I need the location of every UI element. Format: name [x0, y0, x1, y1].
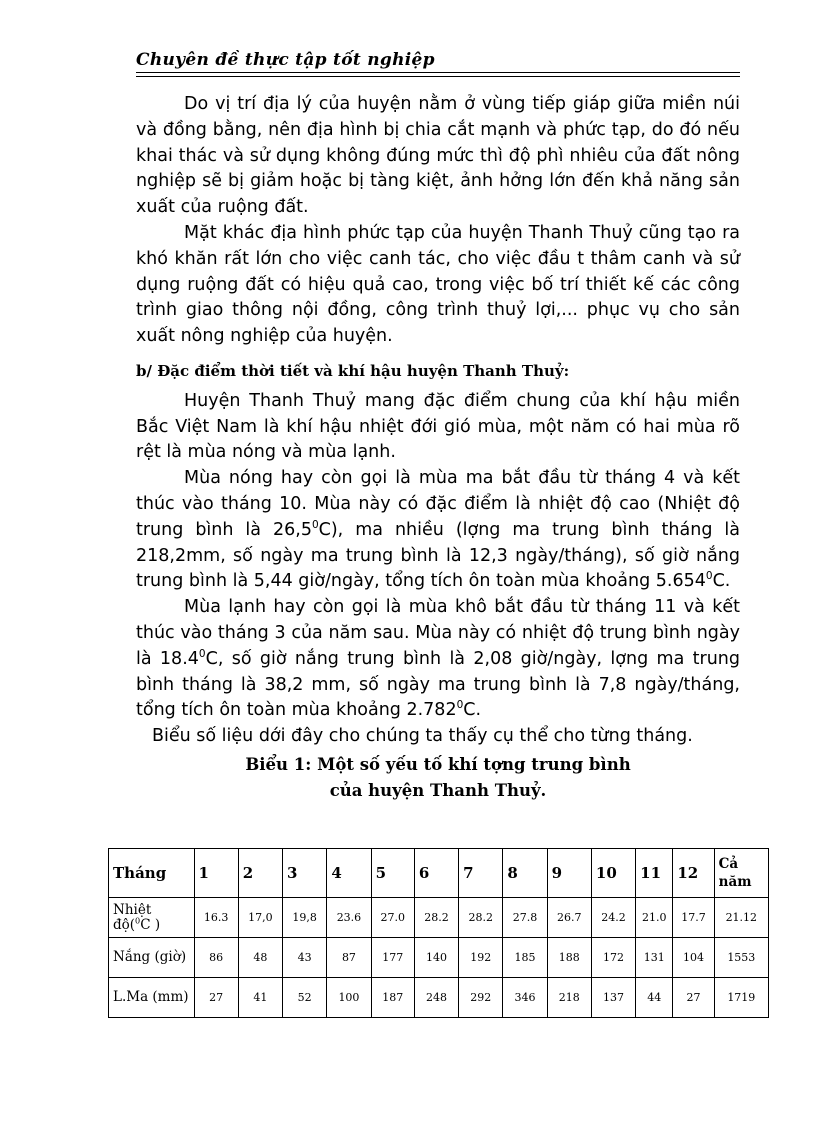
table-cell: 21.0 — [636, 898, 673, 938]
table-cell: 187 — [371, 978, 414, 1018]
paragraph-hot-season: Mùa nóng hay còn gọi là mùa ma bắt đầu từ tháng 4 và kết thúc vào tháng 10. Mùa này có đặc điểm là nhiệt độ cao (Nhiệt độ trung bình là 26,5$^0$C), ma nhiều (lợng ma trung bình tháng là 218,2mm, số ngày ma trung bình là 12,3 ngày/tháng), số giờ nắng trung bình là 5,44 giờ/ngày, tổng tích ôn toàn mùa khoảng 5.654$^0$C. — [136, 468, 740, 592]
table-cell: 177 — [371, 938, 414, 978]
paragraph-climate-intro: Huyện Thanh Thuỷ mang đặc điểm chung của khí hậu miền Bắc Việt Nam là khí hậu nhiệt đới gió mùa, một năm có hai mùa rõ rệt là mùa nóng và mùa lạnh. — [136, 390, 740, 463]
table-cell: 172 — [591, 938, 635, 978]
table-header-row — [109, 849, 769, 898]
table-cell: 104 — [673, 938, 714, 978]
table-cell: 28.2 — [459, 898, 503, 938]
header-month: 7 — [459, 849, 503, 898]
row-label-rainfall: L.Ma (mm) — [109, 978, 195, 1018]
header-month-label: Tháng — [109, 849, 195, 898]
table-cell: 24.2 — [591, 898, 635, 938]
header-month: 2 — [238, 849, 282, 898]
table-cell: 27.0 — [371, 898, 414, 938]
paragraph-table-intro: Biểu số liệu dới đây cho chúng ta thấy cụ thể cho từng tháng. — [152, 726, 693, 747]
section-heading: b/ Đặc điểm thời tiết và khí hậu huyện Thanh Thuỷ: — [136, 361, 570, 380]
page-header: Chuyên đề thực tập tốt nghiệp — [136, 50, 435, 70]
table-cell: 26.7 — [547, 898, 591, 938]
document-body — [136, 92, 740, 804]
table-cell: 27 — [673, 978, 714, 1018]
table-caption-line1: Biểu 1: Một số yếu tố khí tợng trung bình — [245, 754, 631, 774]
table-cell: 140 — [414, 938, 458, 978]
header-rule-top — [136, 72, 740, 73]
header-month: 11 — [636, 849, 673, 898]
table-row-sunshine — [109, 938, 769, 978]
table-cell: 23.6 — [327, 898, 371, 938]
paragraph-cold-season: Mùa lạnh hay còn gọi là mùa khô bắt đầu từ tháng 11 và kết thúc vào tháng 3 của năm sau. Mùa này có nhiệt độ trung bình ngày là 18.4$^0$C, số giờ nắng trung bình là 2,08 giờ/ngày, lợng ma trung bình tháng là 38,2 mm, số ngày ma trung bình là 7,8 ngày/tháng, tổng tích ôn toàn mùa khoảng 2.782$^0$C. — [136, 597, 741, 721]
table-cell: 28.2 — [414, 898, 458, 938]
header-month: 1 — [194, 849, 238, 898]
header-month: 4 — [327, 849, 371, 898]
row-label-sunshine: Nắng (giờ) — [109, 938, 195, 978]
paragraph-terrain-difficulty: Mặt khác địa hình phức tạp của huyện Thanh Thuỷ cũng tạo ra khó khăn rất lớn cho việc canh tác, cho việc đầu t thâm canh và sử dụng ruộng đất có hiệu quả cao, trong việc bố trí thiết kế các công trình giao thông nội đồng, công trình thuỷ lợi,... phục vụ cho sản xuất nông nghiệp của huyện. — [136, 222, 740, 347]
table-caption-line2: của huyện Thanh Thuỷ. — [329, 780, 547, 800]
table-cell: 17,0 — [238, 898, 282, 938]
table-cell: 192 — [459, 938, 503, 978]
table-row-temperature — [109, 898, 769, 938]
table-cell: 48 — [238, 938, 282, 978]
header-month: 10 — [591, 849, 635, 898]
header-rule-bottom — [136, 76, 740, 77]
table-cell: 16.3 — [194, 898, 238, 938]
table-cell: 86 — [194, 938, 238, 978]
table-cell: 52 — [283, 978, 327, 1018]
table-cell: 1719 — [714, 978, 768, 1018]
header-month: 3 — [283, 849, 327, 898]
table-cell: 17.7 — [673, 898, 714, 938]
header-month: 12 — [673, 849, 714, 898]
table-cell: 41 — [238, 978, 282, 1018]
table-cell: 1553 — [714, 938, 768, 978]
table-cell: 218 — [547, 978, 591, 1018]
climate-table — [108, 848, 769, 1018]
table-cell: 137 — [591, 978, 635, 1018]
header-year: Cả năm — [714, 849, 768, 898]
table-cell: 19,8 — [283, 898, 327, 938]
table-cell: 188 — [547, 938, 591, 978]
table-cell: 100 — [327, 978, 371, 1018]
header-month: 5 — [371, 849, 414, 898]
table-cell: 44 — [636, 978, 673, 1018]
header-month: 6 — [414, 849, 458, 898]
table-cell: 248 — [414, 978, 458, 1018]
paragraph-terrain: Do vị trí địa lý của huyện nằm ở vùng tiếp giáp giữa miền núi và đồng bằng, nên địa hình bị chia cắt mạnh và phức tạp, do đó nếu khai thác và sử dụng không đúng mức thì độ phì nhiêu của đất nông nghiệp sẽ bị giảm hoặc bị tàng kiệt, ảnh hởng lớn đến khả năng sản xuất của ruộng đất. — [136, 94, 740, 218]
table-cell: 292 — [459, 978, 503, 1018]
row-label-temperature: Nhiệt độ($^0$C ) — [109, 898, 195, 938]
table-cell: 346 — [503, 978, 547, 1018]
table-cell: 27.8 — [503, 898, 547, 938]
header-month: 9 — [547, 849, 591, 898]
table-cell: 185 — [503, 938, 547, 978]
table-cell: 131 — [636, 938, 673, 978]
header-month: 8 — [503, 849, 547, 898]
table-row-rainfall — [109, 978, 769, 1018]
table-cell: 43 — [283, 938, 327, 978]
table-cell: 21.12 — [714, 898, 768, 938]
table-cell: 87 — [327, 938, 371, 978]
table-cell: 27 — [194, 978, 238, 1018]
